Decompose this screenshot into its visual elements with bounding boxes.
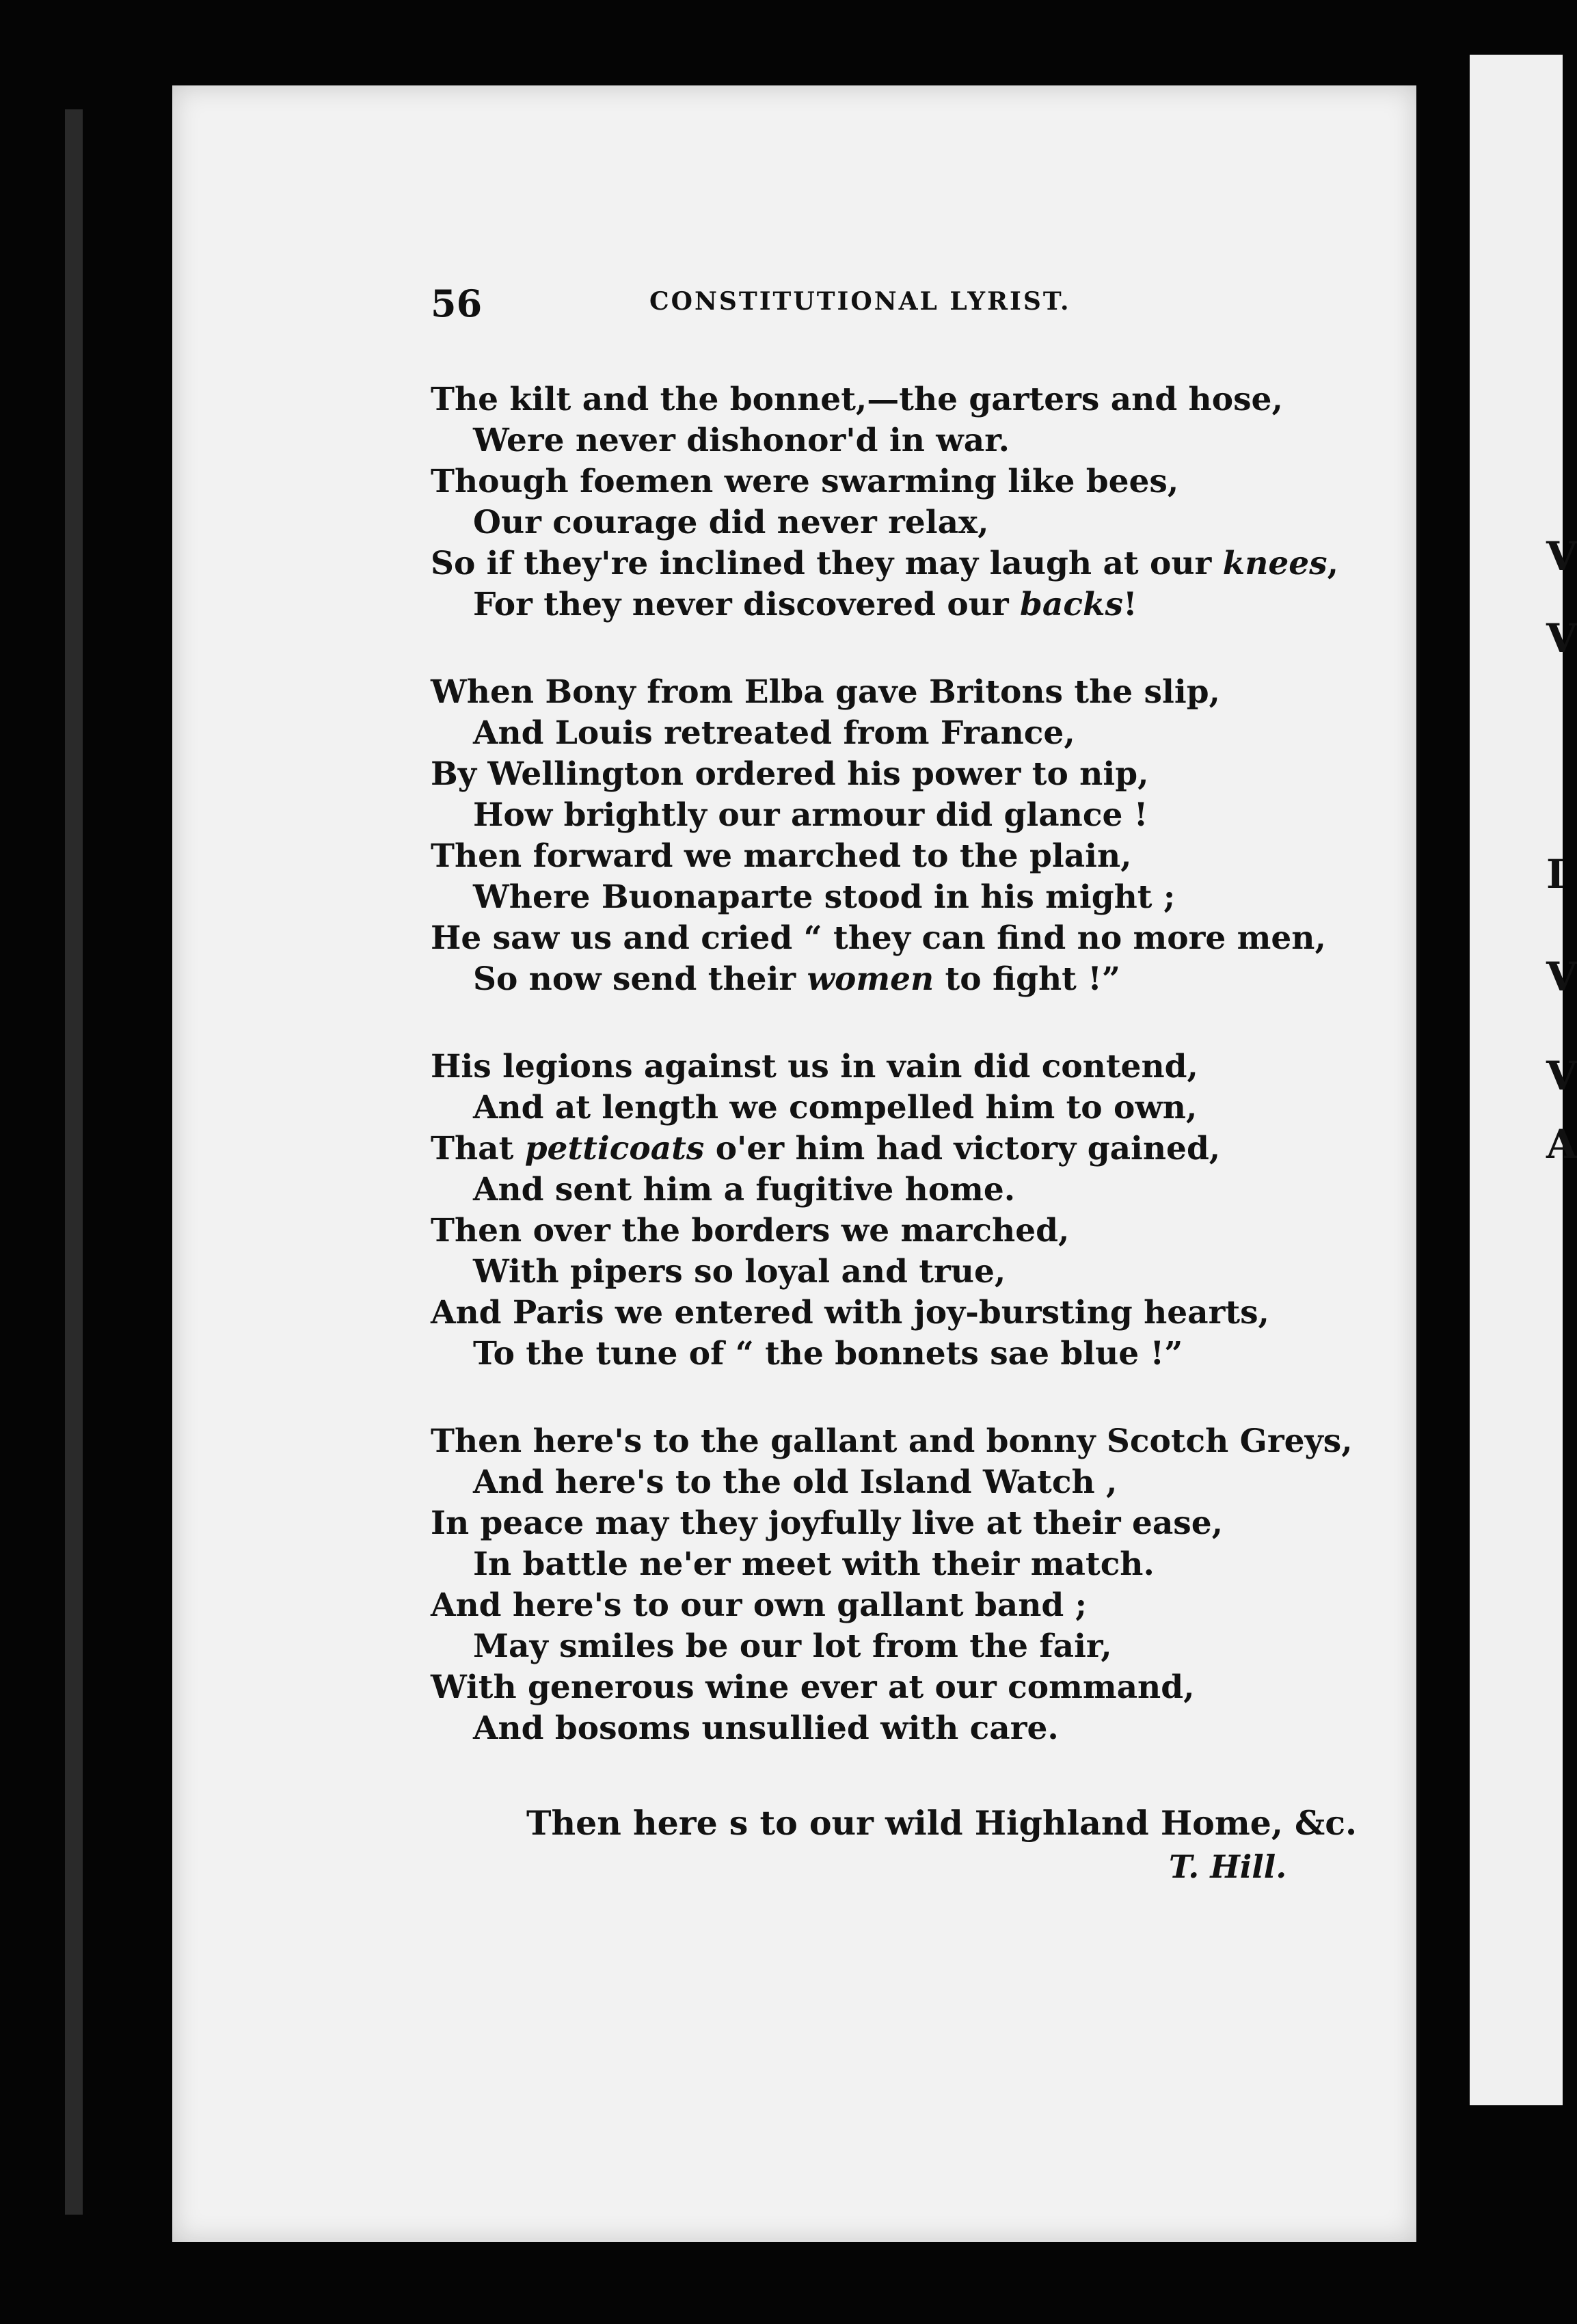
poem-line: His legions against us in vain did contend, — [431, 1048, 1198, 1085]
poem-line: He saw us and cried “ they can find no more men, — [431, 919, 1326, 957]
line-segment: , — [1327, 545, 1339, 582]
poem-line: How brightly our armour did glance ! — [473, 796, 1148, 834]
poem-line: Our courage did never relax, — [473, 504, 989, 541]
poem-stanza — [431, 379, 1388, 625]
facing-page-fragment: V — [1546, 533, 1577, 580]
poem-line: May smiles be our lot from the fair, — [473, 1627, 1112, 1665]
poem-line: Where Buonaparte stood in his might ; — [473, 878, 1176, 916]
page-number: 56 — [431, 282, 483, 325]
poem-line: With generous wine ever at our command, — [431, 1668, 1195, 1706]
poem-line: The kilt and the bonnet,—the garters and hose, — [431, 381, 1283, 418]
line-segment: So now send their — [473, 960, 807, 998]
poem-line — [431, 1129, 1388, 1170]
poem-line: And Louis retreated from France, — [473, 714, 1075, 752]
italic-word: women — [807, 960, 934, 998]
line-segment: So if they're inclined they may laugh at our — [431, 545, 1223, 582]
running-head — [431, 282, 1183, 329]
poem-line: In battle ne'er meet with their match. — [473, 1545, 1155, 1583]
poem-line: To the tune of “ the bonnets sae blue !” — [473, 1335, 1183, 1373]
poem-line: And here's to the old Island Watch , — [473, 1463, 1118, 1501]
poem-line: Were never dishonor'd in war. — [473, 422, 1010, 459]
poem-line: And bosoms unsullied with care. — [473, 1710, 1059, 1747]
poem-line: Then here's to the gallant and bonny Scotch Greys, — [431, 1422, 1353, 1460]
poem-line: And Paris we entered with joy-bursting hearts, — [431, 1294, 1269, 1332]
poem-line: Then over the borders we marched, — [431, 1212, 1070, 1249]
line-segment: ! — [1123, 586, 1137, 623]
poem-line: By Wellington ordered his power to nip, — [431, 755, 1149, 793]
line-segment: That — [431, 1130, 525, 1167]
poem-line: And here's to our own gallant band ; — [431, 1586, 1088, 1624]
facing-page-fragment: I — [1546, 851, 1565, 897]
line-segment: to fight !” — [934, 960, 1120, 998]
poem-line: And sent him a fugitive home. — [473, 1171, 1016, 1208]
book-title: CONSTITUTIONAL LYRIST. — [649, 287, 1071, 316]
facing-page-fragment: V — [1546, 615, 1577, 662]
facing-page-fragment: V — [1546, 1053, 1577, 1099]
poem-body — [431, 379, 1388, 1796]
facing-page-fragment: A — [1546, 1121, 1577, 1167]
poem-line — [431, 584, 1388, 625]
poem-line — [431, 543, 1388, 584]
book-gutter-shadow — [65, 109, 83, 2215]
poem-stanza — [431, 1421, 1388, 1749]
poem-line: Though foemen were swarming like bees, — [431, 463, 1179, 500]
line-segment: For they never discovered our — [473, 586, 1021, 623]
author-signature: T. Hill. — [1169, 1848, 1287, 1885]
poem-line — [431, 959, 1388, 1000]
poem-line: When Bony from Elba gave Britons the slip, — [431, 673, 1220, 711]
poem-line: And at length we compelled him to own, — [473, 1089, 1198, 1126]
italic-word: petticoats — [524, 1130, 705, 1167]
italic-word: backs — [1020, 586, 1124, 623]
poem-stanza — [431, 1046, 1388, 1375]
italic-word: knees — [1222, 545, 1327, 582]
closing-line: Then here s to our wild Highland Home, &c. — [526, 1803, 1358, 1843]
poem-stanza — [431, 672, 1388, 1000]
facing-page-fragment: V — [1546, 954, 1577, 1000]
line-segment: o'er him had victory gained, — [704, 1130, 1221, 1167]
poem-line: In peace may they joyfully live at their ease, — [431, 1504, 1224, 1542]
poem-line: Then forward we marched to the plain, — [431, 837, 1132, 875]
poem-line: With pipers so loyal and true, — [473, 1253, 1006, 1291]
facing-page-edge — [1470, 55, 1577, 2105]
